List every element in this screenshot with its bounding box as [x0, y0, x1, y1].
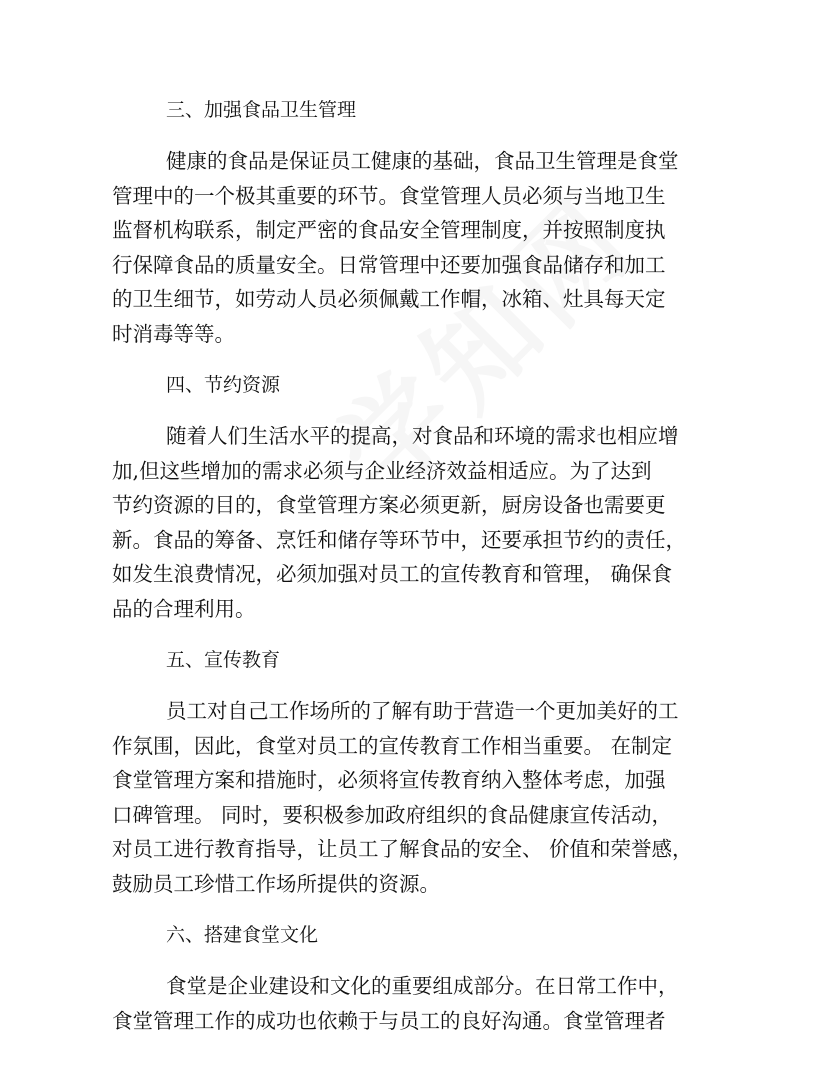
- text-line: 节约资源的目的，食堂管理方案必须更新，厨房设备也需要更: [112, 493, 666, 517]
- text-line: 如发生浪费情况，必须加强对员工的宣传教育和管理， 确保食: [112, 562, 673, 586]
- text-line: 管理中的一个极其重要的环节。食堂管理人员必须与当地卫生: [112, 183, 666, 208]
- section-heading: 五、宣传教育: [166, 649, 281, 671]
- section-heading: 四、节约资源: [166, 374, 281, 396]
- text-line: 监督机构联系，制定严密的食品安全管理制度，并按照制度执: [112, 218, 666, 242]
- section-heading: 三、加强食品卫生管理: [166, 99, 357, 121]
- document-body: [112, 92, 718, 1054]
- text-line: 食堂管理工作的成功也依赖于与员工的良好沟通。食堂管理者: [112, 1008, 666, 1033]
- text-line: 员工对自己工作场所的了解有助于营造一个更加美好的工: [166, 699, 679, 723]
- paragraph: [112, 969, 718, 1038]
- text-line: 品的合理利用。: [112, 596, 256, 621]
- text-line: 健康的食品是保证员工健康的基础，食品卫生管理是食堂: [166, 149, 679, 173]
- text-line: 的卫生细节，如劳动人员必须佩戴工作帽，冰箱、灶具每天定: [112, 287, 666, 311]
- text-line: 鼓励员工珍惜工作场所提供的资源。: [112, 871, 440, 896]
- text-line: 食堂管理方案和措施时，必须将宣传教育纳入整体考虑，加强: [112, 768, 666, 792]
- text-line: 作氛围，因此，食堂对员工的宣传教育工作相当重要。 在制定: [112, 733, 673, 758]
- text-line: 行保障食品的质量安全。日常管理中还要加强食品储存和加工: [112, 252, 666, 277]
- text-line: 新。食品的筹备、烹饪和储存等环节中，还要承担节约的责任，: [112, 527, 686, 552]
- text-line: 对员工进行教育指导，让员工了解食品的安全、 价值和荣誉感，: [112, 837, 693, 861]
- paragraph: [112, 694, 718, 901]
- text-line: 随着人们生活水平的提高，对食品和环境的需求也相应增: [166, 424, 679, 448]
- paragraph: [112, 144, 718, 351]
- paragraph: [112, 419, 718, 626]
- text-line: 口碑管理。 同时，要积极参加政府组织的食品健康宣传活动，: [112, 802, 673, 827]
- text-line: 食堂是企业建设和文化的重要组成部分。在日常工作中，: [166, 974, 679, 998]
- section-heading: 六、搭建食堂文化: [166, 924, 319, 946]
- text-line: 时消毒等等。: [112, 321, 235, 346]
- text-line: 加,但这些增加的需求必须与企业经济效益相适应。为了达到: [112, 458, 652, 483]
